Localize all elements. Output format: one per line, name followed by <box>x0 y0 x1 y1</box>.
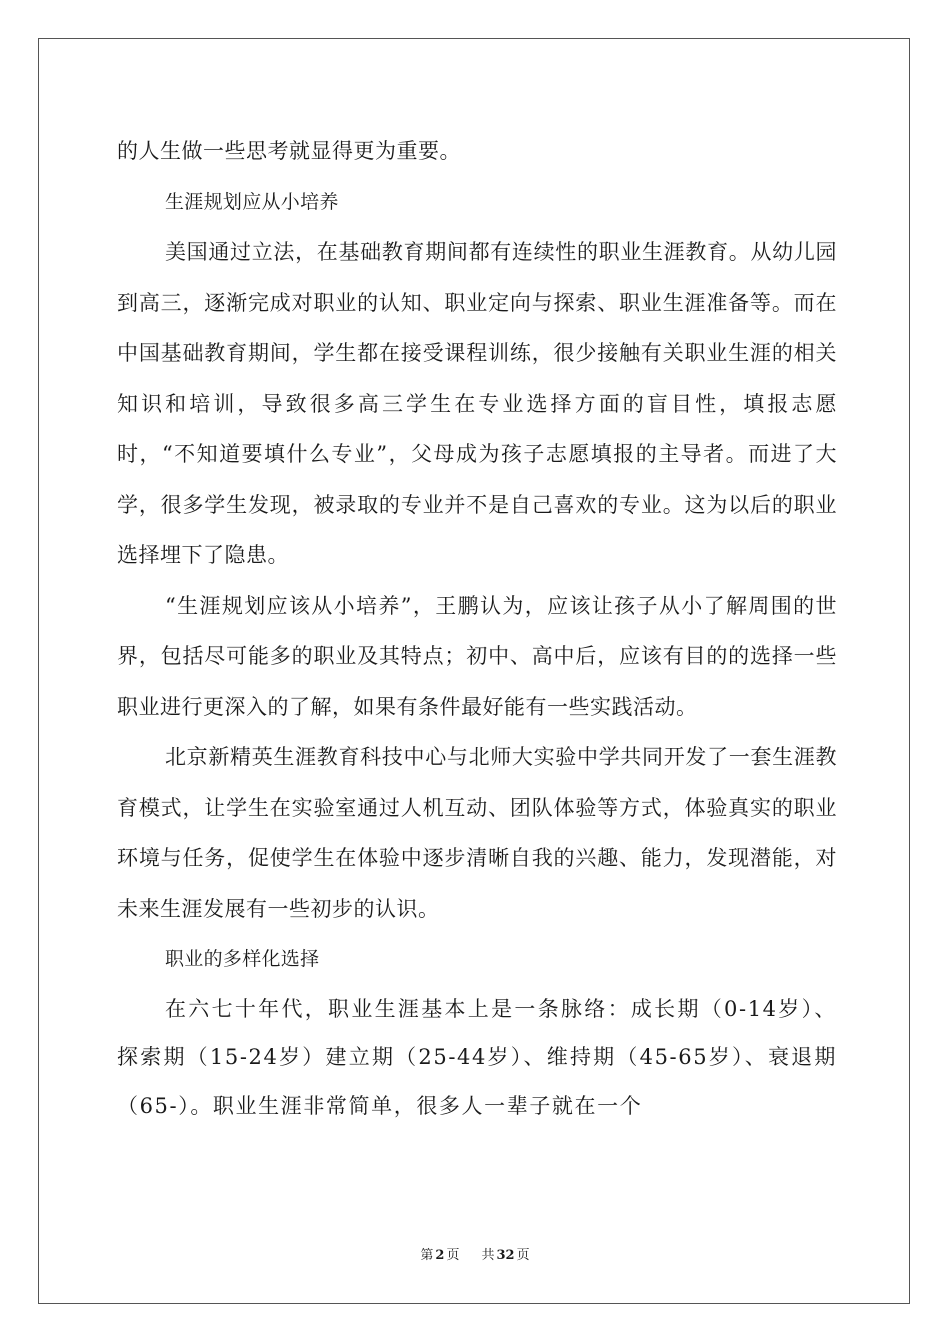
total-pages: 32 <box>496 1248 515 1263</box>
paragraph-career-stages: 在六七十年代，职业生涯基本上是一条脉络：成长期（0-14岁）、探索期（15-24岁）建立期（25-44岁）、维持期（45-65岁）、衰退期（65-）。职业生涯非常简单，很多人一辈子就在一个 <box>117 996 837 1118</box>
section-heading-career-planning: 生涯规划应从小培养 <box>165 190 339 213</box>
page-prefix: 第 <box>420 1248 434 1263</box>
section-heading-career-choices: 职业的多样化选择 <box>165 948 320 970</box>
paragraph-us-legislation: 美国通过立法，在基础教育期间都有连续性的职业生涯教育。从幼儿园到高三，逐渐完成对职业的认知、职业定向与探索、职业生涯准备等。而在中国基础教育期间，学生都在接受课程训练，很少接触有关职业生涯的相关知识和培训，导致很多高三学生在专业选择方面的盲目性，填报志愿时，“不知道要填什么专业”，父母成为孩子志愿填报的主导者。而进了大学，很多学生发现，被录取的专业并不是自己喜欢的专业。这为以后的职业选择埋下了隐患。 <box>117 240 837 567</box>
paragraph-wang-peng-quote: “生涯规划应该从小培养”，王鹏认为，应该让孩子从小了解周围的世界，包括尽可能多的职业及其特点；初中、高中后，应该有目的的选择一些职业进行更深入的了解，如果有条件最好能有一些实践活动。 <box>117 593 837 719</box>
page-number: 2 <box>435 1248 445 1263</box>
page-suffix: 页 <box>446 1248 460 1263</box>
page-footer <box>0 1244 950 1263</box>
total-prefix: 共 <box>481 1248 495 1263</box>
total-suffix: 页 <box>516 1248 530 1263</box>
document-body <box>117 126 837 1130</box>
paragraph-continuation: 的人生做一些思考就显得更为重要。 <box>117 139 461 163</box>
paragraph-beijing-center: 北京新精英生涯教育科技中心与北师大实验中学共同开发了一套生涯教育模式，让学生在实验室通过人机互动、团队体验等方式，体验真实的职业环境与任务，促使学生在体验中逐步清晰自我的兴趣、能力，发现潜能，对未来生涯发展有一些初步的认识。 <box>117 745 837 921</box>
